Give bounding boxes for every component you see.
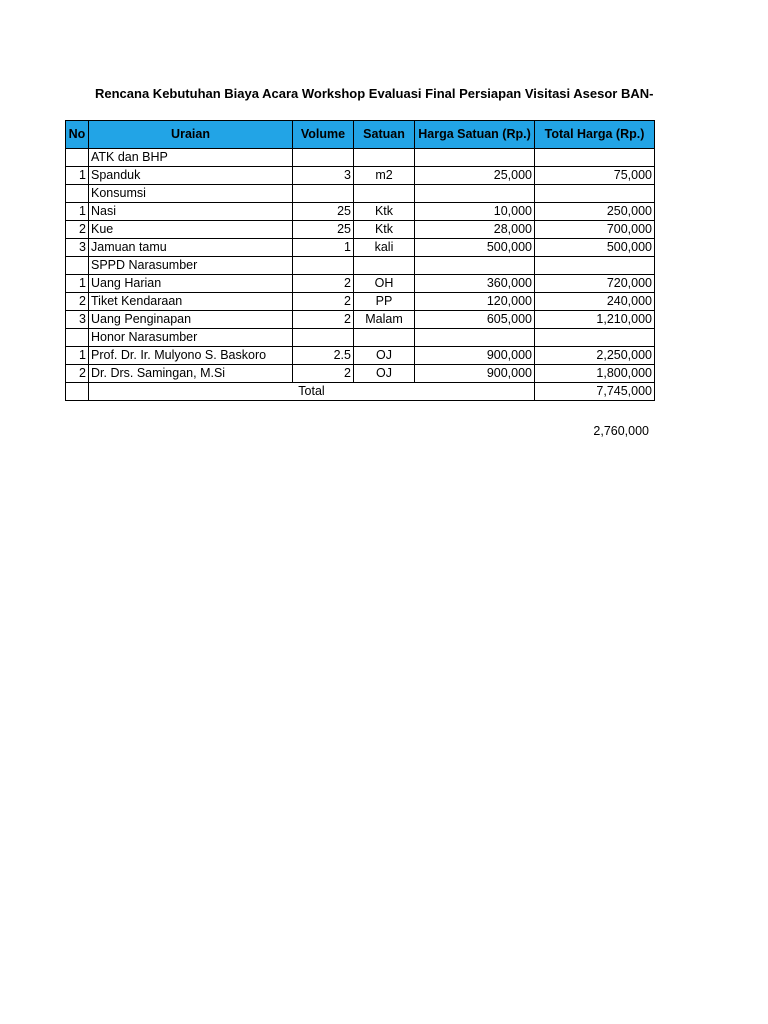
cell-uraian[interactable]: Kue [89, 221, 293, 239]
table-body [66, 149, 655, 383]
cell-uraian[interactable]: SPPD Narasumber [89, 257, 293, 275]
cell-no[interactable] [66, 149, 89, 167]
cell-volume[interactable]: 2 [293, 293, 354, 311]
cell-no[interactable] [66, 257, 89, 275]
cell-total-harga[interactable]: 2,250,000 [535, 347, 655, 365]
cell-uraian[interactable]: Dr. Drs. Samingan, M.Si [89, 365, 293, 383]
cell-harga-satuan[interactable]: 10,000 [415, 203, 535, 221]
cell-volume[interactable]: 2 [293, 365, 354, 383]
table-row [66, 203, 655, 221]
table-row [66, 149, 655, 167]
cell-harga-satuan[interactable] [415, 149, 535, 167]
cell-volume[interactable]: 2.5 [293, 347, 354, 365]
cell-satuan[interactable]: Ktk [354, 221, 415, 239]
cell-satuan[interactable]: OH [354, 275, 415, 293]
cell-harga-satuan[interactable]: 360,000 [415, 275, 535, 293]
header-uraian[interactable]: Uraian [89, 121, 293, 149]
cell-total-harga[interactable] [535, 329, 655, 347]
cell-satuan[interactable]: m2 [354, 167, 415, 185]
cell-no[interactable]: 1 [66, 347, 89, 365]
total-row [66, 383, 655, 401]
table-row [66, 275, 655, 293]
table-row [66, 311, 655, 329]
cell-harga-satuan[interactable]: 25,000 [415, 167, 535, 185]
cell-satuan[interactable]: OJ [354, 365, 415, 383]
cell-total-harga[interactable]: 240,000 [535, 293, 655, 311]
table-row [66, 347, 655, 365]
total-row-no-cell[interactable] [66, 383, 89, 401]
cell-satuan[interactable]: PP [354, 293, 415, 311]
cell-uraian[interactable]: Uang Penginapan [89, 311, 293, 329]
table-row [66, 365, 655, 383]
table-row [66, 257, 655, 275]
sheet-title: Rencana Kebutuhan Biaya Acara Workshop Evaluasi Final Persiapan Visitasi Asesor BAN- [95, 86, 654, 101]
cell-uraian[interactable]: Honor Narasumber [89, 329, 293, 347]
cell-volume[interactable]: 3 [293, 167, 354, 185]
header-volume[interactable]: Volume [293, 121, 354, 149]
cell-volume[interactable]: 25 [293, 221, 354, 239]
cell-volume[interactable] [293, 149, 354, 167]
cell-total-harga[interactable] [535, 185, 655, 203]
header-no[interactable]: No [66, 121, 89, 149]
cell-uraian[interactable]: Jamuan tamu [89, 239, 293, 257]
cell-satuan[interactable]: kali [354, 239, 415, 257]
cell-satuan[interactable] [354, 329, 415, 347]
cell-uraian[interactable]: Tiket Kendaraan [89, 293, 293, 311]
cell-no[interactable] [66, 185, 89, 203]
cell-uraian[interactable]: Konsumsi [89, 185, 293, 203]
cell-harga-satuan[interactable] [415, 185, 535, 203]
cell-volume[interactable]: 2 [293, 275, 354, 293]
cell-no[interactable] [66, 329, 89, 347]
budget-table [65, 120, 655, 401]
cell-no[interactable]: 3 [66, 311, 89, 329]
cell-uraian[interactable]: Prof. Dr. Ir. Mulyono S. Baskoro [89, 347, 293, 365]
cell-uraian[interactable]: Uang Harian [89, 275, 293, 293]
cell-no[interactable]: 2 [66, 365, 89, 383]
table-row [66, 185, 655, 203]
cell-harga-satuan[interactable] [415, 257, 535, 275]
cell-total-harga[interactable]: 250,000 [535, 203, 655, 221]
cell-harga-satuan[interactable]: 605,000 [415, 311, 535, 329]
cell-harga-satuan[interactable]: 500,000 [415, 239, 535, 257]
cell-volume[interactable]: 1 [293, 239, 354, 257]
table-row [66, 221, 655, 239]
cell-satuan[interactable] [354, 149, 415, 167]
cell-harga-satuan[interactable]: 120,000 [415, 293, 535, 311]
cell-volume[interactable] [293, 185, 354, 203]
header-total-harga[interactable]: Total Harga (Rp.) [535, 121, 655, 149]
cell-total-harga[interactable]: 1,210,000 [535, 311, 655, 329]
cell-satuan[interactable]: OJ [354, 347, 415, 365]
cell-volume[interactable]: 2 [293, 311, 354, 329]
cell-satuan[interactable] [354, 185, 415, 203]
cell-uraian[interactable]: Spanduk [89, 167, 293, 185]
table-header-row [66, 121, 655, 149]
cell-no[interactable]: 1 [66, 275, 89, 293]
cell-total-harga[interactable] [535, 257, 655, 275]
cell-volume[interactable] [293, 329, 354, 347]
cell-satuan[interactable]: Ktk [354, 203, 415, 221]
total-value[interactable]: 7,745,000 [535, 383, 655, 401]
cell-total-harga[interactable]: 1,800,000 [535, 365, 655, 383]
cell-harga-satuan[interactable]: 28,000 [415, 221, 535, 239]
cell-uraian[interactable]: Nasi [89, 203, 293, 221]
cell-satuan[interactable] [354, 257, 415, 275]
cell-harga-satuan[interactable]: 900,000 [415, 365, 535, 383]
cell-total-harga[interactable]: 720,000 [535, 275, 655, 293]
table-row [66, 167, 655, 185]
cell-no[interactable]: 3 [66, 239, 89, 257]
total-label[interactable]: Total [89, 383, 535, 401]
cell-uraian[interactable]: ATK dan BHP [89, 149, 293, 167]
cell-total-harga[interactable]: 700,000 [535, 221, 655, 239]
cell-harga-satuan[interactable]: 900,000 [415, 347, 535, 365]
cell-volume[interactable] [293, 257, 354, 275]
cell-volume[interactable]: 25 [293, 203, 354, 221]
table-row [66, 239, 655, 257]
cell-harga-satuan[interactable] [415, 329, 535, 347]
table-row [66, 293, 655, 311]
cell-no[interactable]: 1 [66, 203, 89, 221]
cell-no[interactable]: 2 [66, 221, 89, 239]
extra-amount-cell[interactable]: 2,760,000 [593, 424, 649, 438]
cell-total-harga[interactable] [535, 149, 655, 167]
cell-total-harga[interactable]: 500,000 [535, 239, 655, 257]
cell-no[interactable]: 1 [66, 167, 89, 185]
header-harga-satuan[interactable]: Harga Satuan (Rp.) [415, 121, 535, 149]
header-satuan[interactable]: Satuan [354, 121, 415, 149]
cell-satuan[interactable]: Malam [354, 311, 415, 329]
cell-total-harga[interactable]: 75,000 [535, 167, 655, 185]
cell-no[interactable]: 2 [66, 293, 89, 311]
table-row [66, 329, 655, 347]
